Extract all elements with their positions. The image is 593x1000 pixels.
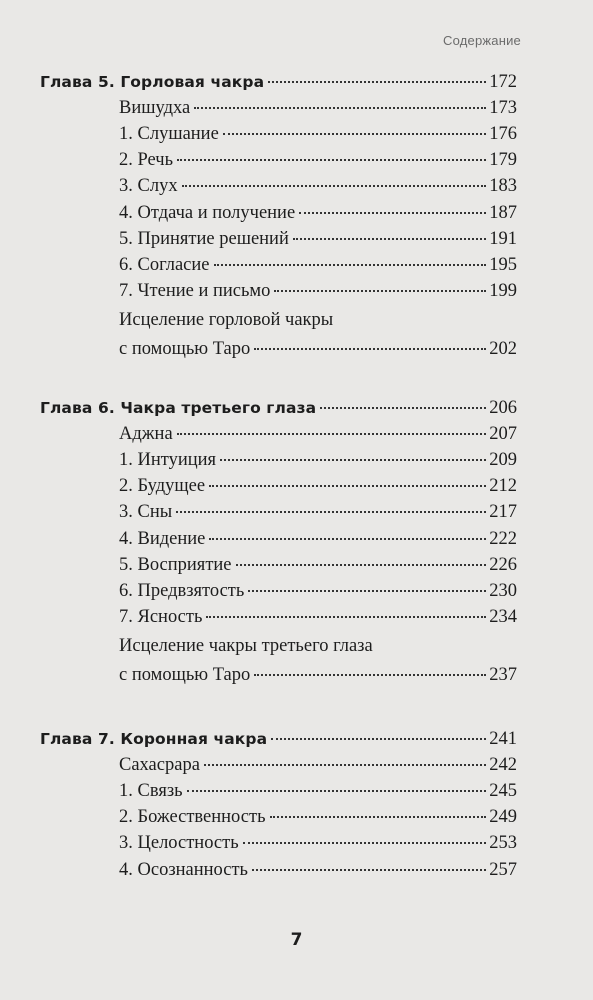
chapter-heading-page: 206 (489, 398, 517, 418)
dot-leader (187, 790, 487, 792)
dot-leader (182, 185, 487, 187)
dot-leader (204, 764, 486, 766)
toc-item-page: 234 (489, 606, 517, 627)
dot-leader (209, 485, 486, 487)
toc-item (119, 124, 517, 150)
chapter-heading (40, 729, 517, 755)
healing-page: 237 (489, 665, 517, 685)
toc-item-title: 6. Согласие (119, 254, 210, 275)
chapter-heading-title: Глава 7. Коронная чакра (40, 730, 268, 748)
toc-item-page: 199 (489, 280, 517, 301)
toc-item-title: 4. Отдача и получение (119, 202, 296, 223)
toc-item-page: 222 (489, 528, 517, 549)
toc-item-page: 245 (489, 781, 517, 802)
toc-item-title: 3. Сны (119, 502, 173, 523)
dot-leader (268, 81, 486, 83)
page-number: 7 (290, 930, 303, 950)
dot-leader (206, 616, 486, 618)
toc-item-healing-line2 (119, 665, 517, 691)
toc-item-page: 249 (489, 807, 517, 828)
toc-item (119, 98, 517, 124)
toc-item-title: 2. Речь (119, 150, 174, 171)
dot-leader (248, 590, 486, 592)
dot-leader (299, 212, 486, 214)
toc-item-healing-line1 (119, 310, 333, 336)
toc-item-page: 209 (489, 450, 517, 471)
toc-item-healing-line2 (119, 339, 517, 365)
dot-leader (252, 869, 486, 871)
toc-item-title: 4. Видение (119, 528, 206, 549)
toc-item-page: 191 (489, 228, 517, 249)
toc-item (119, 529, 517, 555)
toc-item-page: 217 (489, 502, 517, 523)
toc-item-title: 7. Ясность (119, 606, 203, 627)
toc-item (119, 176, 517, 202)
toc-item (119, 607, 517, 633)
chapter-heading-page: 241 (489, 729, 517, 749)
toc-item-page: 179 (489, 150, 517, 171)
dot-leader (236, 564, 487, 566)
toc-item (119, 555, 517, 581)
dot-leader (293, 238, 486, 240)
toc-item-title: 7. Чтение и письмо (119, 280, 271, 301)
dot-leader (254, 674, 486, 676)
toc-item (119, 755, 517, 781)
toc-item-page: 230 (489, 580, 517, 601)
toc-item (119, 281, 517, 307)
toc-item-title: 1. Связь (119, 781, 183, 802)
toc-item-title: 1. Слушание (119, 124, 219, 145)
healing-title-line1: Исцеление горловой чакры (119, 309, 334, 330)
toc-item-page: 242 (489, 755, 517, 776)
healing-title-line2: с помощью Таро (119, 339, 251, 359)
toc-item-title: 4. Осознанность (119, 859, 248, 880)
dot-leader (320, 407, 486, 409)
toc-item-title: 3. Слух (119, 176, 178, 197)
toc-item (119, 502, 517, 528)
toc-item-title: 5. Принятие решений (119, 228, 289, 249)
toc-item-title: 3. Целостность (119, 833, 239, 854)
toc-item-title: Аджна (119, 424, 173, 445)
toc-item-page: 257 (489, 859, 517, 880)
toc-item (119, 255, 517, 281)
toc-item (119, 781, 517, 807)
toc-item (119, 860, 517, 886)
toc-item-title: Сахасрара (119, 755, 200, 776)
toc-item-page: 183 (489, 176, 517, 197)
dot-leader (220, 459, 486, 461)
dot-leader (177, 433, 487, 435)
healing-title-line1: Исцеление чакры третьего глаза (119, 635, 373, 656)
dot-leader (254, 348, 486, 350)
chapter-heading-page: 172 (489, 72, 517, 92)
toc-item-page: 173 (489, 98, 517, 119)
healing-title-line2: с помощью Таро (119, 665, 251, 685)
toc-item (119, 581, 517, 607)
chapter-heading-title: Глава 5. Горловая чакра (40, 73, 265, 91)
dot-leader (243, 842, 487, 844)
chapter-heading-title: Глава 6. Чакра третьего глаза (40, 399, 317, 417)
dot-leader (177, 159, 486, 161)
toc-item-page: 195 (489, 254, 517, 275)
dot-leader (214, 264, 487, 266)
toc-item (119, 203, 517, 229)
toc-item-healing-line1 (119, 636, 373, 662)
toc-item-page: 176 (489, 124, 517, 145)
toc-item (119, 807, 517, 833)
toc-item-title: 1. Интуиция (119, 450, 217, 471)
toc-item-title: 6. Предвзятость (119, 580, 245, 601)
toc-item-page: 253 (489, 833, 517, 854)
toc-item (119, 424, 517, 450)
dot-leader (194, 107, 486, 109)
dot-leader (271, 738, 486, 740)
toc-item-title: Вишудха (119, 98, 191, 119)
dot-leader (270, 816, 487, 818)
toc-item (119, 833, 517, 859)
healing-page: 202 (489, 339, 517, 359)
toc-item-page: 226 (489, 554, 517, 575)
toc-item-page: 212 (489, 476, 517, 497)
toc-item (119, 229, 517, 255)
toc-item-title: 2. Божественность (119, 807, 266, 828)
toc-item (119, 150, 517, 176)
dot-leader (223, 133, 486, 135)
toc-item-page: 207 (489, 424, 517, 445)
dot-leader (176, 511, 486, 513)
dot-leader (209, 538, 486, 540)
toc-item (119, 476, 517, 502)
chapter-heading (40, 72, 517, 98)
toc-item-title: 2. Будущее (119, 476, 206, 497)
toc-item (119, 450, 517, 476)
toc-item-title: 5. Восприятие (119, 554, 232, 575)
running-head: Содержание (443, 33, 521, 48)
dot-leader (274, 290, 486, 292)
toc-item-page: 187 (489, 202, 517, 223)
chapter-heading (40, 398, 517, 424)
